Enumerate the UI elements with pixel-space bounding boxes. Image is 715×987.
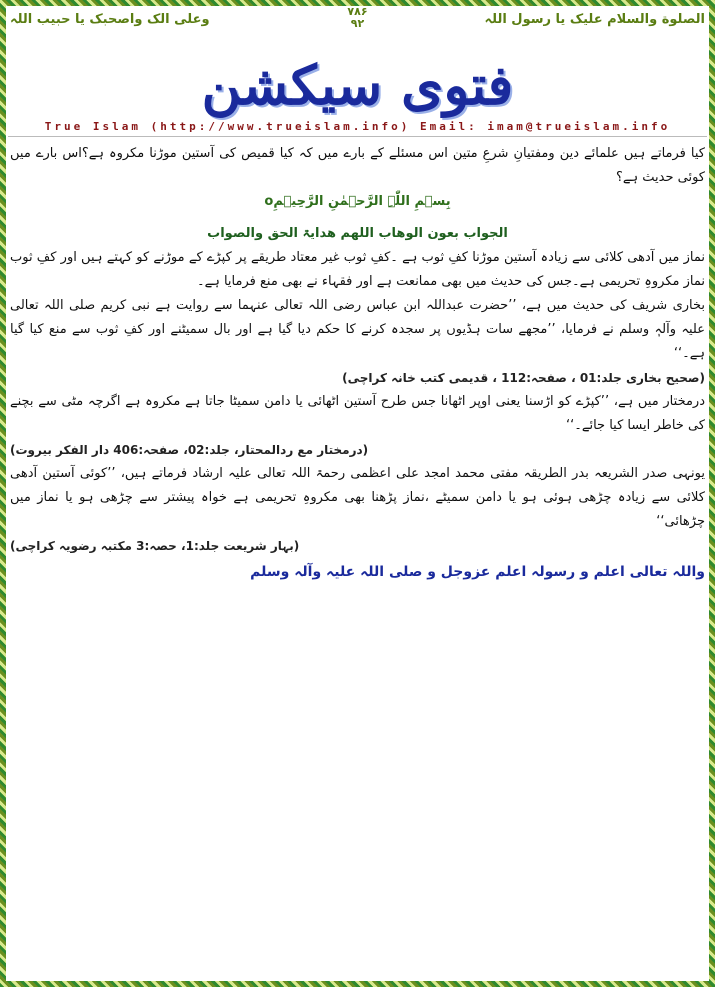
fatwa-body <box>10 142 705 584</box>
reference-2: (درمختار مع ردالمحتار، جلد:02، صفحہ:406 دار الفکر بیروت) <box>10 443 369 457</box>
paragraph-3: درمختار میں ہے، ’’کپڑے کو اڑسنا یعنی اوپر اٹھانا جس طرح آستین اٹھائی یا دامن سمیٹا جاتا ہے مکروہ ہے اگرچہ مٹی سے بچنے کی خاطر ایسا کیا جائے۔‘‘ <box>10 394 705 433</box>
divider <box>8 136 707 137</box>
paragraph-2: بخاری شریف کی حدیث میں ہے، ’’حضرت عبداللہ ابن عباس رضی اللہ تعالی عنہما سے روایت ہے نبی کریم صلی اللہ تعالی علیہ وآلہٖ وسلم نے فرمایا، ’’مجھے سات ہڈیوں پر سجدہ کرنے کا حکم دیا گیا ہے اور بال سمیٹنے اور کفِ ثوب سے منع کیا گیا ہے۔‘‘ <box>10 298 705 361</box>
paragraph-1: نماز میں آدھی کلائی سے زیادہ آستین موڑنا کفِ ثوب ہے ۔کفِ ثوب غیر معتاد طریقے پر کپڑے کے موڑنے کو کہتے ہیں اور کفِ ثوب نماز مکروہِ تحریمی ہے۔جس کی حدیث میں بھی ممانعت ہے اور فقہاء نے بھی منع فرمایا ہے۔ <box>10 250 705 289</box>
bismillah: بِسۡمِ اللّٰہِ الرَّحۡمٰنِ الرَّحِیۡمِo <box>264 194 451 209</box>
question-text: کیا فرماتے ہیں علمائے دین ومفتیانِ شرعِ متین اس مسئلے کے بارے میں کہ کیا قمیص کی آستین موڑنا مکروہ ہے؟اس بارے میں کوئی حدیث ہے؟ <box>10 146 705 185</box>
paragraph-4: یونہی صدر الشریعہ بدر الطریقہ مفتی محمد امجد علی اعظمی رحمۃ اللہ تعالی علیہ ارشاد فرماتے ہیں، ’’کوئی آستین آدھی کلائی سے زیادہ چڑھی ہوئی ہو یا دامن سمیٹے ،نماز پڑھنا بھی مکروہِ تحریمی ہے خواہ پیشتر سے چڑھی ہو یا نماز میں چڑھائی‘‘ <box>10 466 705 529</box>
site-contact-line: True Islam (http://www.trueislam.info) Email: imam@trueislam.info <box>44 120 671 133</box>
page-content <box>8 5 707 979</box>
closing-line: واللہ تعالی اعلم و رسولہ اعلم عزوجل و صلی اللہ علیہ وآلہ وسلم <box>250 564 705 580</box>
header-salutation-left: وعلی الک واصحبک یا حبیب اللہ <box>10 12 210 27</box>
page-title: فتوی سیکشن <box>201 53 514 117</box>
header-number-bottom: ۹۲ <box>350 17 365 30</box>
reference-3: (بہار شریعت جلد:1، حصہ:3 مکتبہ رضویہ کراچی) <box>10 539 300 553</box>
header-number-top: ۷۸۶ <box>347 5 368 18</box>
answer-heading: الجواب بعون الوھاب اللھم ھدایۃ الحق والصواب <box>207 226 508 241</box>
header-salutation-right: الصلوة والسلام علیک یا رسول اللہ <box>484 12 705 27</box>
reference-1: (صحیح بخاری جلد:01 ، صفحہ:112 ، قدیمی کتب خانہ کراچی) <box>342 371 705 385</box>
